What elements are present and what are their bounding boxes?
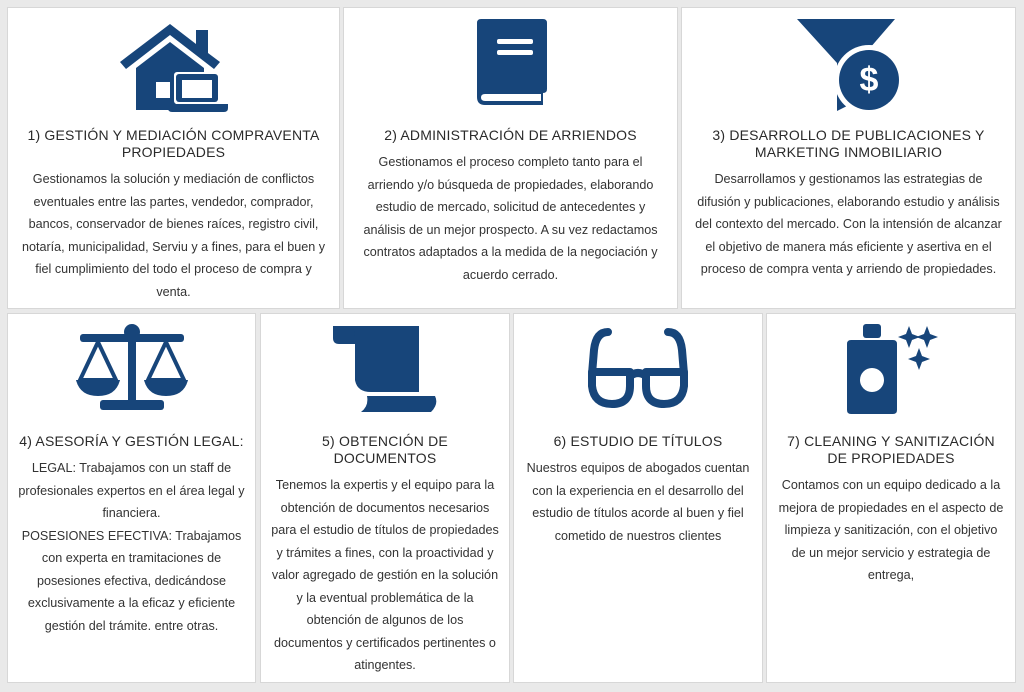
service-title: 3) DESARROLLO DE PUBLICACIONES Y MARKETING INMOBILIARIO	[712, 127, 985, 160]
service-description	[271, 474, 499, 677]
funnel-dollar-icon	[682, 17, 1015, 113]
service-description	[524, 457, 752, 547]
service-paragraph: Nuestros equipos de abogados cuentan con la experiencia en el desarrollo del estudio de títulos acorde al buen y fiel cometido de nuestros clientes	[526, 461, 750, 543]
scales-icon	[8, 322, 255, 414]
service-paragraph: Gestionamos la solución y mediación de conflictos eventuales entre las partes, vendedor, comprador, bancos, conservador de bienes raíces, registro civil, notaría, municipalidad, Serviu y a fines, para el buen y fiel cumplimiento del todo el proceso de compra y venta.	[21, 172, 326, 299]
spray-bottle-icon	[767, 322, 1015, 416]
service-paragraph: Gestionamos el proceso completo tanto para el arriendo y/o búsqueda de propiedades, elaborando estudio de mercado, solicitud de antecedentes y análisis de un mejor prospecto. A su vez redactamos contratos adaptados a la medida de la negociación y acuerdo cerrado.	[363, 155, 658, 282]
service-title: 7) CLEANING Y SANITIZACIÓN DE PROPIEDADES	[787, 433, 995, 466]
service-description	[354, 151, 667, 286]
service-title: 6) ESTUDIO DE TÍTULOS	[553, 433, 723, 449]
service-card-asesoria-legal	[7, 313, 256, 683]
service-card-obtencion-documentos	[260, 313, 510, 683]
service-card-administracion-arriendos	[343, 7, 678, 309]
service-paragraph: POSESIONES EFECTIVA: Trabajamos con experta en tramitaciones de posesiones efectiva, dedicándose exclusivamente a la eficaz y eficiente gestión del trámite. entre otras.	[21, 528, 242, 633]
scroll-icon	[261, 322, 509, 414]
service-title: 4) ASESORÍA Y GESTIÓN LEGAL:	[19, 433, 244, 449]
service-card-gestion-compraventa	[7, 7, 340, 309]
service-card-estudio-titulos	[513, 313, 763, 683]
service-description	[18, 457, 245, 637]
service-card-publicaciones-marketing	[681, 7, 1016, 309]
service-description	[777, 474, 1005, 587]
svg-text:$: $	[859, 61, 878, 99]
service-title: 1) GESTIÓN Y MEDIACIÓN COMPRAVENTA PROPIEDADES	[27, 127, 320, 160]
service-description	[692, 168, 1005, 281]
service-description	[18, 168, 329, 303]
service-title: 5) OBTENCIÓN DE DOCUMENTOS	[322, 433, 448, 466]
service-paragraph: Tenemos la expertis y el equipo para la obtención de documentos necesarios para el estudio de títulos de propiedades y trámites a fines, con la proactividad y valor agregado de gestión en la solución y la eventual problemática de la obtención de algunos de los documentos y certificados pertinentes o atingentes.	[271, 478, 499, 672]
book-icon	[344, 17, 677, 109]
service-title: 2) ADMINISTRACIÓN DE ARRIENDOS	[384, 127, 637, 143]
service-paragraph: Contamos con un equipo dedicado a la mejora de propiedades en el aspecto de limpieza y sanitización, con el objetivo de un mejor servicio y estrategia de entrega,	[778, 478, 1004, 582]
service-paragraph: Desarrollamos y gestionamos las estrategias de difusión y publicaciones, elaborando estudio y análisis del contexto del mercado. Con la intensión de alcanzar el objetivo de manera más eficiente y asertiva en el proceso de compra venta y arriendo de propiedades.	[695, 172, 1002, 276]
service-paragraph: LEGAL: Trabajamos con un staff de profesionales expertos en el área legal y financiera.	[18, 461, 245, 520]
house-laptop-icon	[8, 22, 339, 114]
service-card-cleaning-sanitizacion	[766, 313, 1016, 683]
glasses-icon	[514, 328, 762, 410]
